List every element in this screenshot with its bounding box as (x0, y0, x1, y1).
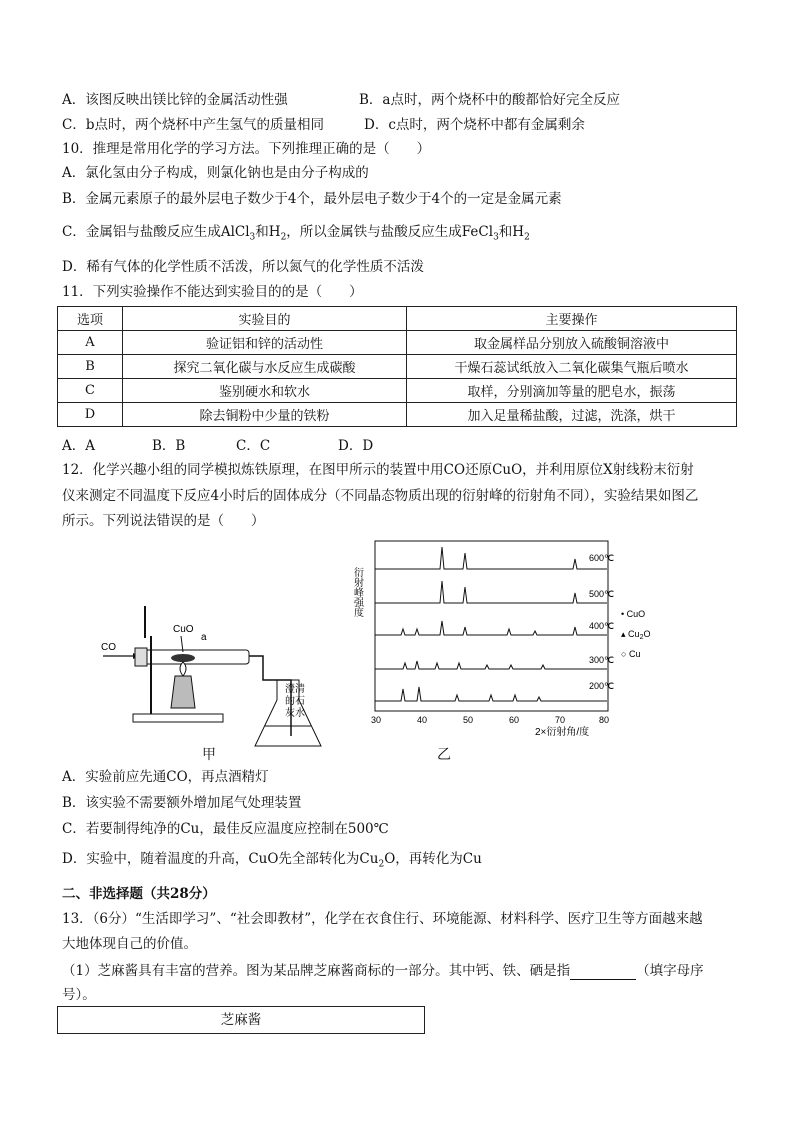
table-row (58, 403, 737, 427)
table-header-row (58, 307, 737, 331)
q11-answer-c: C．C (236, 438, 271, 454)
table-cell: 探究二氧化碳与水反应生成碳酸 (123, 355, 407, 379)
limewater-label-3: 灰水 (285, 708, 305, 719)
legend-cu: ○ Cu (621, 649, 641, 659)
col-header-purpose: 实验目的 (123, 307, 407, 331)
x-tick: 50 (463, 715, 474, 725)
temp-label-300: 300℃ (589, 655, 615, 665)
sesame-label-box: 芝麻酱 (57, 1006, 425, 1034)
q12-stem-line2: 仪来测定不同温度下反应4小时后的固体成分（不同晶态物质出现的衍射峰的衍射角不同），实验结果如图乙 (62, 488, 699, 504)
q10-option-d: D．稀有气体的化学性质不活泼，所以氮气的化学性质不活泼 (62, 259, 424, 275)
legend-cuo: • CuO (621, 609, 646, 619)
table-row (58, 379, 737, 403)
y-axis-label: 衍射峰强度 (351, 567, 363, 617)
fig-a-caption: 甲 (202, 747, 216, 763)
q11-answer-b: B．B (152, 438, 186, 454)
temp-label-600: 600℃ (589, 553, 615, 563)
table-cell: B (58, 355, 123, 379)
q13-part1: （1）芝麻酱具有丰富的营养。图为某品牌芝麻酱商标的一部分。其中钙、铁、硒是指 （填字母序 (62, 963, 704, 979)
stand-base (133, 714, 223, 722)
table-cell: 取金属样品分别放入硫酸铜溶液中 (407, 331, 737, 355)
point-a-label: a (201, 632, 207, 643)
table-cell: 干燥石蕊试纸放入二氧化碳集气瓶后喷水 (407, 355, 737, 379)
x-tick: 30 (371, 715, 382, 725)
answer-blank[interactable] (570, 965, 636, 980)
col-header-operation: 主要操作 (407, 307, 737, 331)
table-cell: 取样，分别滴加等量的肥皂水，振荡 (407, 379, 737, 403)
legend-cu2o: ▴ $Cu_2O$ (621, 629, 651, 641)
table-row (58, 331, 737, 355)
trace-600 (375, 547, 607, 569)
q13-line2: 大地体现自己的价值。 (62, 936, 197, 952)
col-header-option: 选项 (58, 307, 123, 331)
q11-answer-d: D．D (338, 438, 374, 454)
q10-option-c: C．金属铝与盐酸反应生成AlCl$_3$和$H_2$，所以金属铁与盐酸反应生成FeCl$_3$和$H_2$ (62, 224, 530, 243)
q9-option-d: D．c点时，两个烧杯中都有金属剩余 (364, 117, 585, 133)
q9-option-c: C．b点时，两个烧杯中产生氢气的质量相同 (62, 117, 324, 133)
trace-500 (375, 581, 607, 603)
q13-line1: 13．（6分）“生活即学习”、“社会即教材”，化学在衣食住行、环境能源、材料科学、医疗卫生等方面越来越 (62, 911, 703, 927)
xrd-chart (345, 537, 665, 739)
trace-400 (375, 621, 607, 635)
table-cell: A (58, 331, 123, 355)
table-row (58, 355, 737, 379)
q11-stem: 11．下列实验操作不能达到实验目的的是（ ） (62, 284, 363, 300)
q12-option-d: D．实验中，随着温度的升高，CuO先全部转化为$Cu_2O$，再转化为Cu (62, 851, 482, 870)
apparatus-figure (95, 596, 335, 766)
table-cell: 鉴别硬水和软水 (123, 379, 407, 403)
cuo-powder (171, 654, 195, 662)
x-axis-label: 2×衍射角/度 (535, 727, 590, 738)
x-tick: 80 (599, 715, 610, 725)
q11-table (57, 306, 737, 427)
x-tick: 70 (555, 715, 566, 725)
q10-stem: 10．推理是常用化学的学习方法。下列推理正确的是（ ） (62, 141, 431, 157)
stopper (135, 648, 147, 666)
x-tick: 60 (509, 715, 520, 725)
co-label: CO (101, 642, 116, 653)
table-cell: 验证铝和锌的活动性 (123, 331, 407, 355)
table-cell: 加入足量稀盐酸，过滤，洗涤，烘干 (407, 403, 737, 427)
q9-option-b: B．a点时，两个烧杯中的酸都恰好完全反应 (359, 92, 620, 108)
trace-300 (375, 661, 607, 669)
q10-option-b: B．金属元素原子的最外层电子数少于4个，最外层电子数少于4个的一定是金属元素 (62, 191, 562, 207)
q12-stem-line3: 所示。下列说法错误的是（ ） (62, 513, 265, 529)
temp-label-500: 500℃ (589, 589, 615, 599)
trace-200 (375, 687, 607, 701)
temp-label-400: 400℃ (589, 621, 615, 631)
flame-icon (180, 662, 186, 676)
table-cell: D (58, 403, 123, 427)
q12-option-c: C．若要制得纯净的Cu，最佳反应温度应控制在500℃ (62, 821, 389, 837)
cuo-label: CuO (173, 624, 194, 635)
x-tick: 40 (417, 715, 428, 725)
section2-title: 二、非选择题（共28分） (62, 886, 216, 902)
q12-option-b: B．该实验不需要额外增加尾气处理装置 (62, 795, 302, 811)
q13-part1-end: 号）。 (62, 987, 96, 1003)
q9-option-a: A．该图反映出镁比锌的金属活动性强 (62, 92, 288, 108)
q11-answer-a: A．A (62, 438, 95, 454)
limewater-label-2: 的石 (285, 696, 305, 707)
fig-b-caption: 乙 (437, 747, 451, 763)
temp-label-200: 200℃ (589, 681, 615, 691)
q12-option-a: A．实验前应先通CO，再点酒精灯 (62, 769, 269, 785)
q12-stem-line1: 12．化学兴趣小组的同学模拟炼铁原理，在图甲所示的装置中用CO还原CuO，并利用原位X射线粉末衍射 (62, 462, 694, 478)
table-cell: 除去铜粉中少量的铁粉 (123, 403, 407, 427)
limewater-label-1: 澄清 (285, 684, 305, 695)
table-cell: C (58, 379, 123, 403)
q10-option-a: A．氯化氢由分子构成，则氯化钠也是由分子构成的 (62, 165, 369, 181)
alcohol-lamp (171, 676, 195, 708)
